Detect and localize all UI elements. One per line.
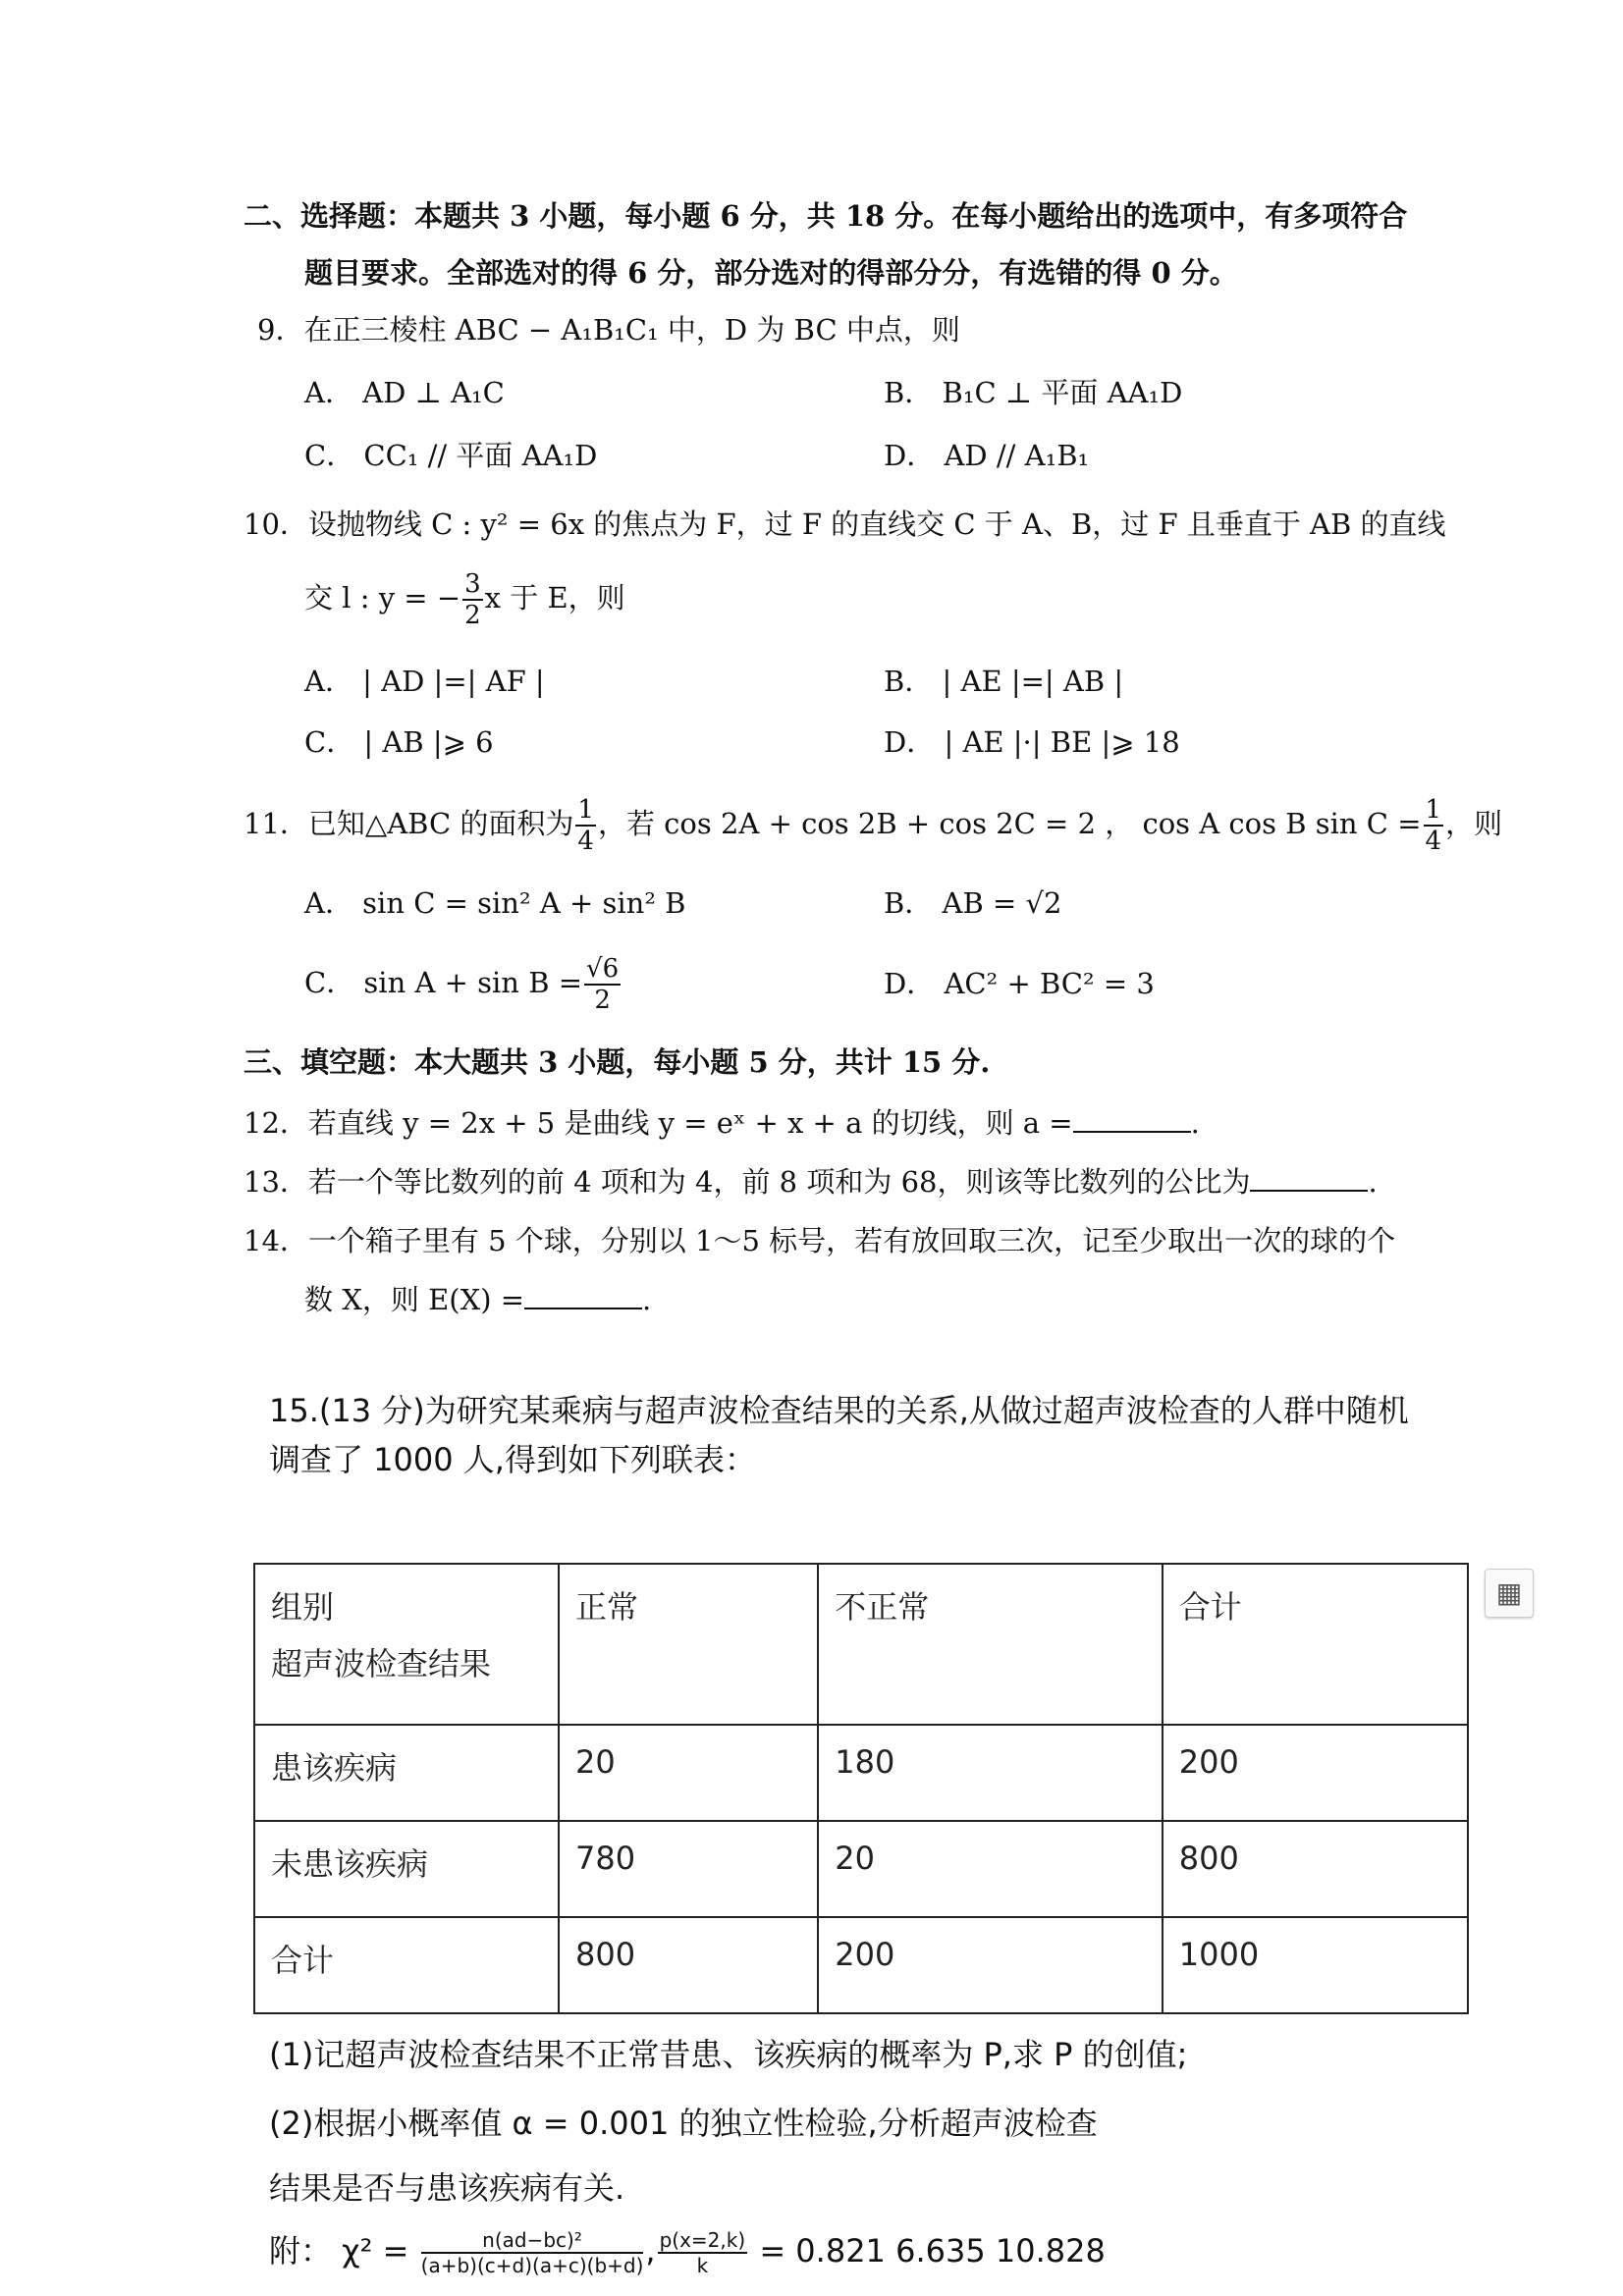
q11-frac2-den: 4 xyxy=(1425,827,1442,856)
table-cell: 未患该疾病 xyxy=(254,1821,559,1917)
q15-part2b: 结果是否与患该疾病有关. xyxy=(269,2169,625,2207)
q9-stem: 9．在正三棱柱 ABC − A₁B₁C₁ 中，D 为 BC 中点，则 xyxy=(257,313,960,347)
header-abnormal: 不正常 xyxy=(818,1564,1163,1725)
appendix-num1: n(ad−bc)² xyxy=(421,2228,644,2254)
q13 xyxy=(243,1162,1378,1201)
q11-frac1-den: 4 xyxy=(577,827,594,856)
q11-mid: ，若 cos 2A + cos 2B + cos 2C = 2 ， cos A cos B sin C = xyxy=(597,807,1422,840)
table-cell: 800 xyxy=(559,1917,818,2013)
table-row xyxy=(254,1821,1468,1917)
q12-answer-blank xyxy=(1073,1107,1191,1133)
q11-option-a: A． sin C = sin² A + sin² B xyxy=(304,886,686,920)
q11-pre: 11．已知△ABC 的面积为 xyxy=(243,807,574,840)
q11-stem xyxy=(243,795,1502,856)
q13-text: 13．若一个等比数列的前 4 项和为 4，前 8 项和为 68，则该等比数列的公比为 xyxy=(243,1165,1251,1199)
table-tool-icon[interactable]: ▦ xyxy=(1485,1569,1534,1618)
table-cell: 合计 xyxy=(254,1917,559,2013)
header-group-label: 组别 xyxy=(271,1588,335,1626)
q15-line2: 调查了 1000 人,得到如下列联表： xyxy=(269,1441,756,1478)
q10-line2-post: x 于 E，则 xyxy=(484,581,625,614)
q9-option-c: C． CC₁ // 平面 AA₁D xyxy=(304,439,598,472)
q15-part2: (2)根据小概率值 α = 0.001 的独立性检验,分析超声波检查 xyxy=(269,2105,1098,2142)
q11-optc-pre: C． sin A + sin B = xyxy=(304,966,583,999)
q14-line2-text: 数 X，则 E(X) = xyxy=(304,1283,525,1316)
appendix-pre: 附： χ² = xyxy=(269,2232,409,2269)
q10-option-b: B． | AE |=| AB | xyxy=(884,665,1124,698)
q11-optc-fraction xyxy=(584,954,621,1015)
q11-fraction-1 xyxy=(575,795,596,856)
table-header-row xyxy=(254,1564,1468,1725)
section3-heading: 三、填空题：本大题共 3 小题，每小题 5 分，共计 15 分. xyxy=(243,1045,991,1079)
q10-line2 xyxy=(304,569,625,630)
appendix-num2: p(x=2,k) xyxy=(659,2228,746,2252)
q15-part1: (1)记超声波检查结果不正常昔患、该疾病的概率为 P,求 P 的创值; xyxy=(269,2036,1188,2073)
q11-option-c xyxy=(304,954,622,1015)
table-cell: 800 xyxy=(1163,1821,1468,1917)
q11-optc-num: √6 xyxy=(586,954,620,984)
q10-frac-num: 3 xyxy=(464,569,481,599)
appendix-den1: (a+b)(c+d)(a+c)(b+d) xyxy=(420,2254,644,2277)
q10-option-c: C． | AB |⩾ 6 xyxy=(304,725,494,759)
header-normal: 正常 xyxy=(559,1564,818,1725)
q9-option-b: B． B₁C ⊥ 平面 AA₁D xyxy=(884,376,1183,409)
q10-fraction xyxy=(462,569,483,630)
table-cell: 200 xyxy=(818,1917,1163,2013)
table-row xyxy=(254,1725,1468,1821)
q12-text: 12．若直线 y = 2x + 5 是曲线 y = eˣ + x + a 的切线，则 a = xyxy=(243,1106,1073,1140)
q11-optc-den: 2 xyxy=(594,986,611,1015)
q10-option-d: D． | AE |·| BE |⩾ 18 xyxy=(884,725,1180,759)
q13-end: . xyxy=(1368,1165,1378,1199)
table-row xyxy=(254,1917,1468,2013)
q15-line1: 15.(13 分)为研究某乘病与超声波检查结果的关系,从做过超声波检查的人群中随机 xyxy=(269,1392,1409,1429)
section2-heading-line2: 题目要求。全部选对的得 6 分，部分选对的得部分分，有选错的得 0 分。 xyxy=(304,256,1238,290)
q11-post: ，则 xyxy=(1445,807,1503,840)
appendix-den2: k xyxy=(696,2254,709,2277)
q11-frac2-num: 1 xyxy=(1425,795,1442,825)
table-cell: 患该疾病 xyxy=(254,1725,559,1821)
q10-frac-den: 2 xyxy=(464,601,481,630)
table-cell: 780 xyxy=(559,1821,818,1917)
appendix-p-fraction xyxy=(658,2228,748,2277)
appendix-post: = 0.821 6.635 10.828 xyxy=(759,2232,1106,2269)
q10-line2-pre: 交 l : y = − xyxy=(304,581,461,614)
header-result-label: 超声波检查结果 xyxy=(271,1645,492,1682)
appendix-chi-fraction xyxy=(421,2228,644,2277)
contingency-table xyxy=(253,1563,1469,2014)
q14-line2 xyxy=(304,1280,651,1319)
q13-answer-blank xyxy=(1250,1166,1368,1192)
q11-option-d: D． AC² + BC² = 3 xyxy=(884,967,1155,1000)
table-cell: 180 xyxy=(818,1725,1163,1821)
header-total: 合计 xyxy=(1163,1564,1468,1725)
q10-stem: 10．设抛物线 C : y² = 6x 的焦点为 F，过 F 的直线交 C 于 A、B，过 F 且垂直于 AB 的直线 xyxy=(243,507,1446,541)
table-header-corner xyxy=(254,1564,559,1725)
table-cell: 200 xyxy=(1163,1725,1468,1821)
table-cell: 20 xyxy=(559,1725,818,1821)
q14-line1: 14．一个箱子里有 5 个球，分别以 1～5 标号，若有放回取三次，记至少取出一次的球的个 xyxy=(243,1224,1396,1257)
q12-end: . xyxy=(1190,1106,1200,1140)
q14-end: . xyxy=(642,1283,652,1316)
table-cell: 20 xyxy=(818,1821,1163,1917)
table-cell: 1000 xyxy=(1163,1917,1468,2013)
q12 xyxy=(243,1103,1200,1143)
q11-frac1-num: 1 xyxy=(577,795,594,825)
q10-option-a: A． | AD |=| AF | xyxy=(304,665,545,698)
q9-option-d: D． AD // A₁B₁ xyxy=(884,439,1090,472)
q14-answer-blank xyxy=(524,1284,642,1309)
q11-fraction-2 xyxy=(1424,795,1444,856)
section2-heading-line1: 二、选择题：本题共 3 小题，每小题 6 分，共 18 分。在每小题给出的选项中，有多项符合 xyxy=(243,199,1408,233)
q15-appendix: 附： χ² = $\frac{\text{n(ad−bc)²}}{(a+b)(c+d)(a+c)(b+d)}$ , $\frac{p(x=2,k)}{k}$ = 0.821 6.635 10.828 xyxy=(269,2228,1106,2277)
q11-option-b: B． AB = √2 xyxy=(884,886,1062,920)
q9-option-a: A． AD ⊥ A₁C xyxy=(304,376,505,409)
